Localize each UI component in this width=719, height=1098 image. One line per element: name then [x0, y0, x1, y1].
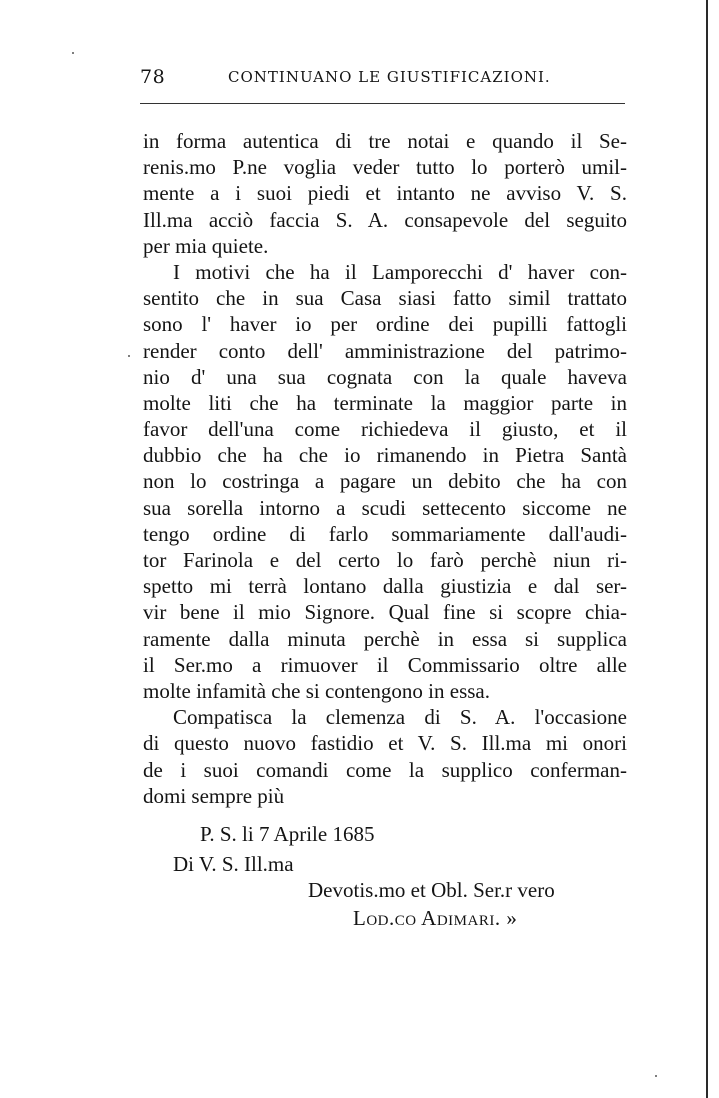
text-line: favor dell'una come richiedeva il giusto, et il [143, 417, 627, 442]
text-line: tengo ordine di farlo sommariamente dall'audi- [143, 521, 627, 546]
text-line: nio d' una sua cognata con la quale haveva [143, 364, 627, 389]
closing-devotion: Devotis.mo et Obl. Ser.r vero [308, 878, 555, 902]
text-line: ramente dalla minuta perchè in essa si supplica [143, 626, 627, 651]
text-line: Ill.ma acciò faccia S. A. consapevole del seguito [143, 207, 627, 232]
text-line: dubbio che ha che io rimanendo in Pietra Santà [143, 443, 627, 468]
closing-greeting: Di V. S. Ill.ma [173, 852, 294, 876]
paper-speck [655, 1075, 657, 1077]
body-text [143, 128, 627, 809]
paper-speck [128, 355, 130, 357]
text-line: molte liti che ha terminate la maggior parte in [143, 390, 627, 415]
text-line: sua sorella intorno a scudi settecento siccome ne [143, 495, 627, 520]
running-header [140, 66, 570, 92]
text-line: non lo costringa a pagare un debito che ha con [143, 469, 627, 494]
paper-speck [72, 52, 74, 54]
running-title: CONTINUANO LE GIUSTIFICAZIONI. [228, 68, 551, 86]
text-line: tor Farinola e del certo lo farò perchè niun ri- [143, 548, 627, 572]
text-line: spetto mi terrà lontano dalla giustizia e dal ser- [143, 574, 627, 599]
text-line: di questo nuovo fastidio et V. S. Ill.ma mi onori [143, 731, 627, 756]
text-line: I motivi che ha il Lamporecchi d' haver con- [173, 259, 627, 284]
text-line: domi sempre più [143, 783, 285, 808]
text-line: il Ser.mo a rimuover il Commissario oltre alle [143, 652, 627, 677]
text-line: in forma autentica di tre notai e quando il Se- [143, 129, 627, 153]
text-line: mente a i suoi piedi et intanto ne avviso V. S. [143, 181, 627, 206]
text-line: render conto dell' amministrazione del patrimo- [143, 338, 627, 363]
signature: Lod.co Adimari. » [353, 906, 518, 930]
text-line: Compatisca la clemenza di S. A. l'occasione [173, 705, 627, 730]
text-line: per mia quiete. [143, 233, 269, 258]
text-line: de i suoi comandi come la supplico conferman- [143, 757, 627, 782]
text-line: sono l' haver io per ordine dei pupilli fattogli [143, 312, 627, 337]
text-line: renis.mo P.ne voglia veder tutto lo porterò umil- [143, 155, 627, 180]
text-line: molte infamità che si contengono in essa. [143, 678, 490, 703]
place-date: P. S. li 7 Aprile 1685 [200, 822, 375, 846]
page-edge-line [706, 0, 708, 1098]
text-line: vir bene il mio Signore. Qual fine si scopre chia- [143, 600, 627, 625]
header-rule [140, 103, 625, 104]
page-number: 78 [140, 66, 166, 88]
text-line: sentito che in sua Casa siasi fatto simil trattato [143, 286, 627, 311]
